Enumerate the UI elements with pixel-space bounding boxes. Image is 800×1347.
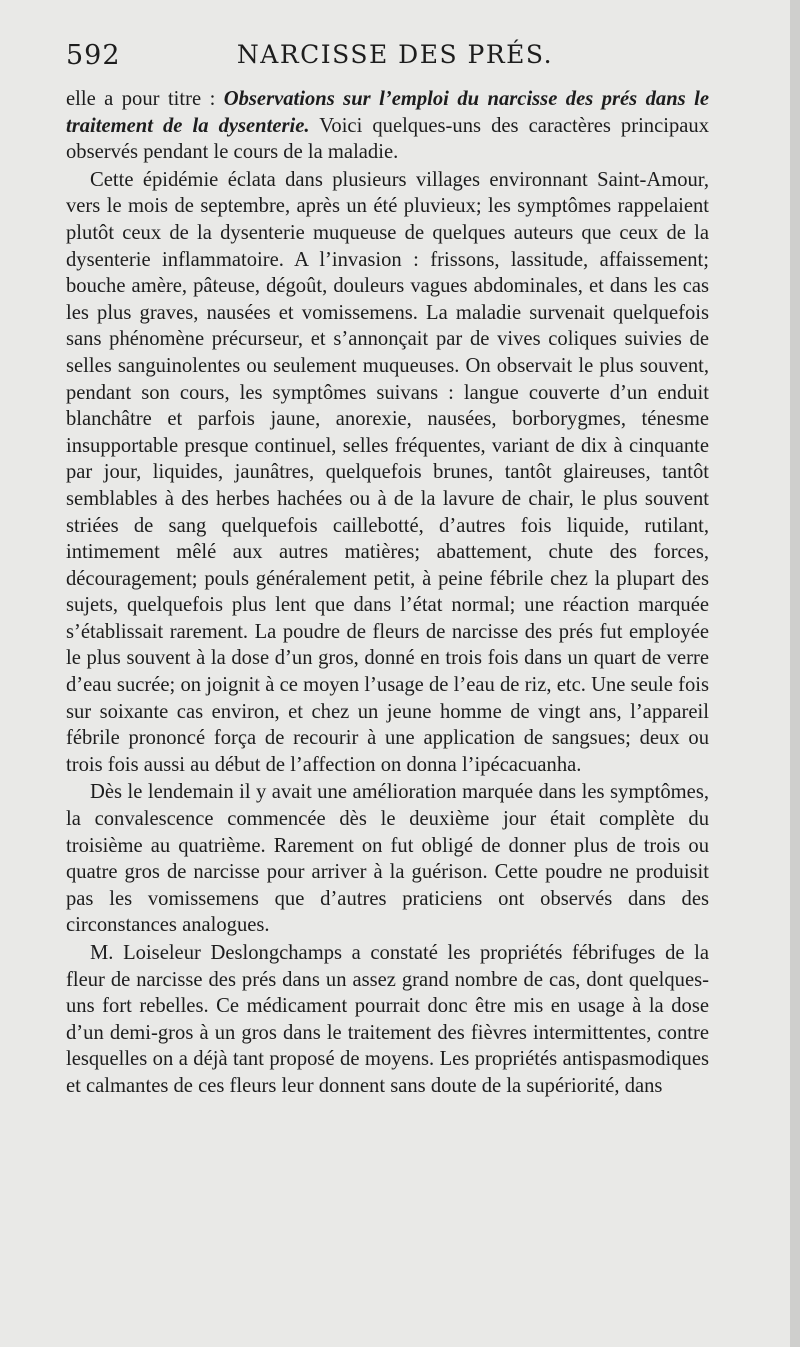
paragraph-4: M. Loiseleur Deslongchamps a constaté les propriétés fébrifuges de la fleur de narcisse des prés dans un assez grand nombre de cas, dont quelques-uns fort rebelles. Ce médicament pourrait donc être mis en usage à la dose d’un demi-gros à un gros dans le traitement des fièvres intermittentes, contre lesquelles on a déjà tant proposé de moyens. Les propriétés antispasmodiques et calmantes de ces fleurs leur donnent sans doute de la supériorité, dans <box>66 942 709 1097</box>
paragraph-1 <box>66 86 709 166</box>
paragraph-1-rest: Voici quelques-uns des caractères principaux observés pendant le cours de la maladie. <box>66 114 709 164</box>
paragraph-1-intro: elle a pour titre : <box>66 88 224 110</box>
paragraph-3: Dès le lendemain il y avait une amélioration marquée dans les symptômes, la convalescence commencée dès le deuxième jour était complète du troisième au quatrième. Rarement on fut obligé de donner plus de trois ou quatre gros de narcisse pour arriver à la guérison. Cette poudre ne produisit pas les vomissemens que d’autres praticiens ont observés dans des circonstances analogues. <box>66 781 709 937</box>
page-number: 592 <box>66 40 121 71</box>
paragraph-2: Cette épidémie éclata dans plusieurs villages environnant Saint-Amour, vers le mois de septembre, après un été pluvieux; les symptômes rappelaient plutôt ceux de la dysenterie muqueuse de quelques auteurs que ceux de la dysenterie inflammatoire. A l’invasion : frissons, lassitude, affaissement; bouche amère, pâteuse, dégoût, douleurs vagues abdominales, et dans les cas les plus graves, nausées et vomissemens. La maladie survenait quelquefois sans phénomène précurseur, et s’annonçait par de vives coliques suivies de selles sanguinolentes ou seulement muqueuses. On observait le plus souvent, pendant son cours, les symptômes suivans : langue couverte d’un enduit blanchâtre et parfois jaune, anorexie, nausées, borborygmes, ténesme insupportable presque continuel, selles fréquentes, variant de dix à cinquante par jour, liquides, jaunâtres, quelquefois brunes, tantôt glaireuses, tantôt semblables à des herbes hachées ou à de la lavure de chair, le plus souvent striées de sang quelquefois caillebotté, d’autres fois liquide, rutilant, intimement mêlé aux autres matières; abattement, chute des forces, découragement; pouls généralement petit, à peine fébrile chez la plupart des sujets, quelquefois plus lent que dans l’état normal; une réaction marquée s’établissait rarement. La poudre de fleurs de narcisse des prés fut employée le plus souvent à la dose d’un gros, donné en trois fois dans un quart de verre d’eau sucrée; on joignit à ce moyen l’usage de l’eau de riz, etc. Une seule fois sur soixante cas environ, et chez un jeune homme de vingt ans, l’appareil fébrile prononcé força de recourir à une application de sangsues; deux ou trois fois aussi au début de l’affection on donna l’ipécacuanha. <box>66 168 709 776</box>
cited-title: Observations sur l’emploi du narcisse des prés dans le traitement de la dysenterie. <box>66 88 709 137</box>
body-text <box>66 86 709 1100</box>
page-edge-shadow <box>790 0 800 1347</box>
page-header <box>66 40 724 80</box>
running-title: NARCISSE DES PRÉS. <box>236 40 554 69</box>
